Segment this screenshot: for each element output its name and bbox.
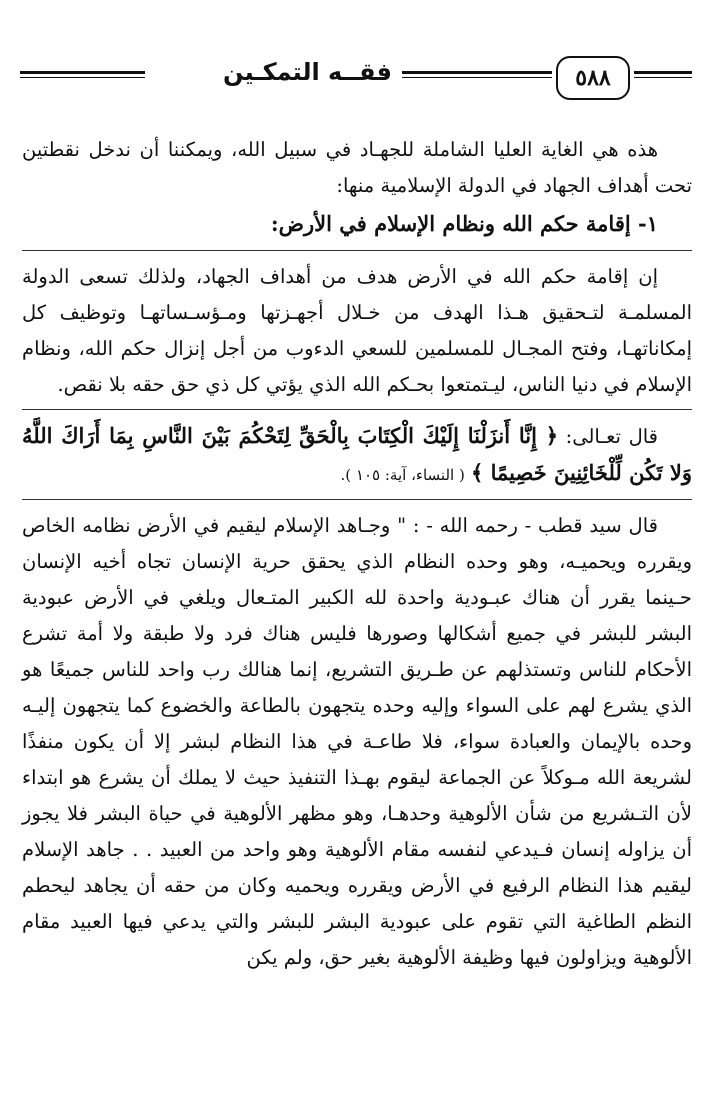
book-title: فقــه التمكـين [223, 58, 392, 86]
paragraph-sayyid-qutb: قال سيد قطب - رحمه الله - : " وجـاهد الإسلام ليقيم في الأرض نظامه الخاص ويقرره ويحميـه، وهو وحده النظام الذي يحقق حرية الإنسان تجاه أخيه الإنسان حـينما يقرر أن هناك عبـودية واحدة لله الكبير المتـعال ويلغي في الأرض عبودية البشر للبشر في جميع أشكالها وصورها فليس هناك فرد ولا طبقة ولا أمة تشرع الأحكام للناس وتستذلهم عن طـريق التشريع، إنما هنالك رب واحد للناس جميعًا هو الذي يشرع لهم على السواء وإليه وحده يتجهون بالطاعة والخضوع كما يتجهون إليـه وحده بالإيمان والعبادة سواء، فلا طاعـة في هذا النظام لبشر إلا أن يكون منفذًا لشريعة الله مـوكلاً عن الجماعة ليقوم بهـذا التنفيذ حيث لا يملك أن يشرع هو ابتداء لأن التـشريع من شأن الألوهية وحدهـا، وهو مظهر الألوهية في حياة البشر فلا يجوز أن يزاوله إنسان فـيدعي لنفسه مقام الألوهية وهو واحد من العبيد . . جاهد الإسلام ليقيم هذا النظام الرفيع في الأرض ويقرره ويحميه وكان من حقه أن يجاهد ليحطم النظم الطاغية التي تقوم على عبودية البشر للبشر والتي يدعي فيها العبيد مقام الألوهية ويزاولون فيها وظيفة الألوهية بغير حق، ولم يكن [22, 514, 692, 969]
section-heading: ١- إقامة حكم الله ونظام الإسلام في الأرض: [270, 211, 658, 236]
heading-divider [22, 250, 692, 251]
verse-reference: ( النساء، آية: ١٠٥ ). [340, 466, 465, 484]
verse-intro: قال تعـالى: [565, 425, 659, 448]
header-rule-middle [402, 71, 552, 74]
page-header [20, 54, 692, 98]
paragraph-divider [22, 409, 692, 410]
page-body [22, 132, 692, 976]
paragraph-governance: إن إقامة حكم الله في الأرض هدف من أهداف الجهاد، ولذلك تسعى الدولة المسلمـة لتـحقيق هـذا الهدف من خـلال أجهـزتها ومـؤسـساتهـا وتوظيف كل إمكاناتهـا، وفتح المجـال للمسلمين للسعي الدءوب من أجل إنزال حكم الله، ونظام الإسلام في دنيا الناس، ليـتمتعوا بحـكم الله الذي يؤتي كل ذي حق حقه بلا نقص. [22, 265, 692, 396]
header-rule-left [20, 71, 145, 74]
page-number: ٥٨٨ [556, 56, 630, 100]
header-rule-right [634, 71, 692, 74]
quran-verse: ﴿ إِنَّا أَنزَلْنَا إِلَيْكَ الْكِتَابَ بِالْحَقِّ لِتَحْكُمَ بَيْنَ النَّاسِ بِمَا أَرَاكَ اللَّهُ وَلا تَكُن لِّلْخَائِنِينَ خَصِيمًا ﴾ [22, 423, 692, 485]
intro-paragraph: هذه هي الغاية العليا الشاملة للجهـاد في سبيل الله، ويمكننا أن ندخل نقطتين تحت أهداف الجهاد في الدولة الإسلامية منها: [22, 138, 692, 197]
verse-divider [22, 499, 692, 500]
verse-paragraph [22, 418, 692, 493]
